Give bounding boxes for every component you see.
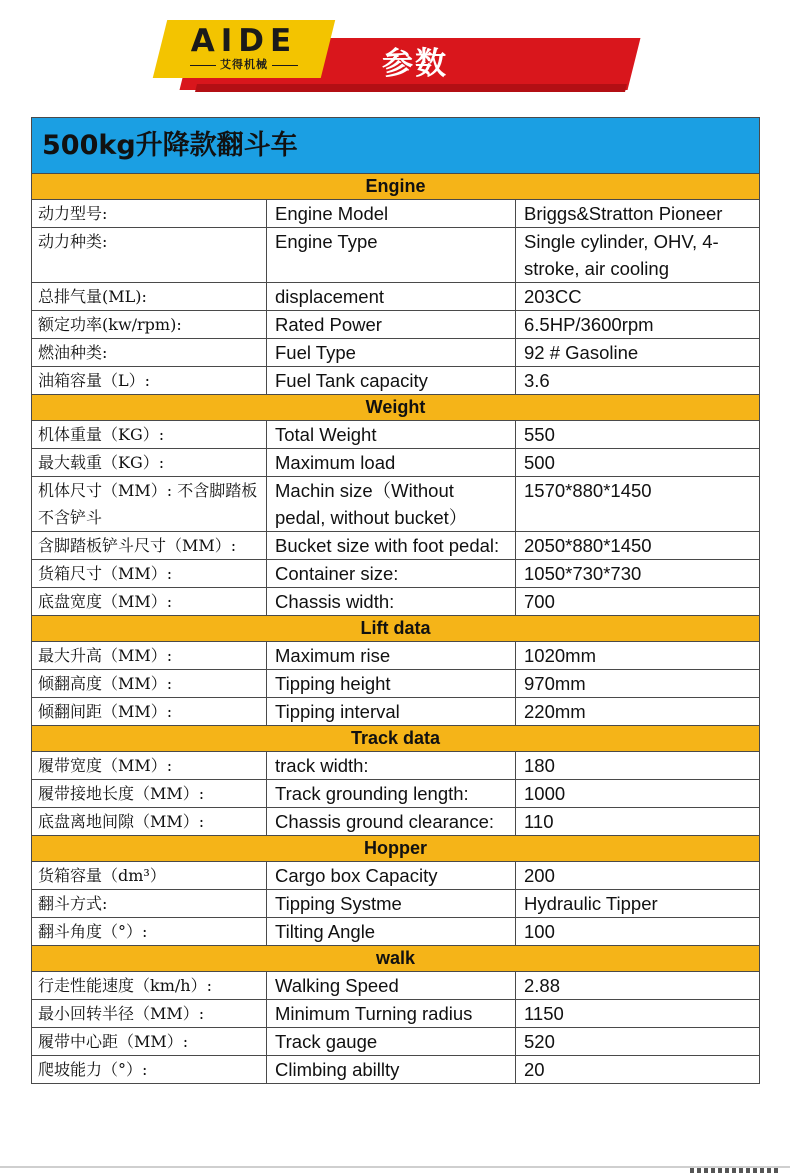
section-header: Hopper	[32, 836, 760, 862]
spec-label-cn: 最大载重（KG）:	[32, 449, 267, 477]
spec-label-cn: 动力种类:	[32, 228, 267, 283]
spec-label-en: Fuel Type	[267, 339, 516, 367]
table-title: 500kg升降款翻斗车	[32, 118, 760, 174]
section-header: Lift data	[32, 616, 760, 642]
spec-label-en: track width:	[267, 752, 516, 780]
section-header: Track data	[32, 726, 760, 752]
spec-value: 520	[516, 1028, 760, 1056]
spec-value: 970mm	[516, 670, 760, 698]
spec-label-cn: 动力型号:	[32, 200, 267, 228]
spec-value: 1000	[516, 780, 760, 808]
table-row	[32, 752, 760, 780]
table-row	[32, 808, 760, 836]
spec-label-cn: 倾翻高度（MM）:	[32, 670, 267, 698]
spec-label-en: Tilting Angle	[267, 918, 516, 946]
spec-label-cn: 倾翻间距（MM）:	[32, 698, 267, 726]
spec-label-en: Chassis ground clearance:	[267, 808, 516, 836]
table-row	[32, 532, 760, 560]
table-row	[32, 588, 760, 616]
spec-label-cn: 机体尺寸（MM）: 不含脚踏板不含铲斗	[32, 477, 267, 532]
footer-divider	[0, 1166, 790, 1168]
spec-label-en: Chassis width:	[267, 588, 516, 616]
spec-value: 6.5HP/3600rpm	[516, 311, 760, 339]
spec-value: 220mm	[516, 698, 760, 726]
spec-value: 3.6	[516, 367, 760, 395]
page-header	[0, 0, 790, 100]
header-title: 参数	[382, 46, 448, 82]
section-header-row	[32, 946, 760, 972]
spec-label-en: Total Weight	[267, 421, 516, 449]
table-row	[32, 421, 760, 449]
section-header-row	[32, 836, 760, 862]
table-row	[32, 972, 760, 1000]
table-row	[32, 449, 760, 477]
spec-value: 1570*880*1450	[516, 477, 760, 532]
spec-label-en: Rated Power	[267, 311, 516, 339]
spec-table	[31, 117, 760, 1084]
table-row	[32, 367, 760, 395]
spec-label-cn: 行走性能速度（km/h）:	[32, 972, 267, 1000]
table-row	[32, 698, 760, 726]
logo-subtitle-line	[166, 58, 322, 72]
spec-label-cn: 总排气量(ML):	[32, 283, 267, 311]
table-row	[32, 200, 760, 228]
brand-logo	[166, 22, 322, 76]
spec-label-cn: 含脚踏板铲斗尺寸（MM）:	[32, 532, 267, 560]
spec-label-cn: 货箱尺寸（MM）:	[32, 560, 267, 588]
section-header-row	[32, 616, 760, 642]
spec-label-cn: 爬坡能力（°）:	[32, 1056, 267, 1084]
table-row	[32, 560, 760, 588]
spec-label-cn: 底盘离地间隙（MM）:	[32, 808, 267, 836]
spec-label-en: Bucket size with foot pedal:	[267, 532, 516, 560]
spec-value: 100	[516, 918, 760, 946]
spec-label-en: Maximum rise	[267, 642, 516, 670]
spec-label-cn: 翻斗角度（°）:	[32, 918, 267, 946]
spec-value: 92 # Gasoline	[516, 339, 760, 367]
spec-value: 203CC	[516, 283, 760, 311]
spec-label-en: Track gauge	[267, 1028, 516, 1056]
footer-mark	[690, 1168, 780, 1173]
spec-label-en: Minimum Turning radius	[267, 1000, 516, 1028]
spec-label-en: Track grounding length:	[267, 780, 516, 808]
spec-value: Single cylinder, OHV, 4-stroke, air cooling	[516, 228, 760, 283]
spec-value: 550	[516, 421, 760, 449]
spec-label-cn: 履带宽度（MM）:	[32, 752, 267, 780]
spec-value: 700	[516, 588, 760, 616]
table-row	[32, 339, 760, 367]
spec-label-cn: 最小回转半径（MM）:	[32, 1000, 267, 1028]
spec-label-en: Tipping interval	[267, 698, 516, 726]
spec-value: 500	[516, 449, 760, 477]
spec-label-en: Fuel Tank capacity	[267, 367, 516, 395]
spec-label-en: Climbing abillty	[267, 1056, 516, 1084]
section-header: walk	[32, 946, 760, 972]
spec-label-en: Container size:	[267, 560, 516, 588]
table-row	[32, 890, 760, 918]
section-header-row	[32, 726, 760, 752]
section-header: Weight	[32, 395, 760, 421]
spec-value: 2050*880*1450	[516, 532, 760, 560]
table-row	[32, 918, 760, 946]
table-row	[32, 642, 760, 670]
spec-label-en: Maximum load	[267, 449, 516, 477]
logo-dash-right	[272, 65, 298, 66]
table-row	[32, 228, 760, 283]
spec-label-en: Tipping Systme	[267, 890, 516, 918]
spec-label-en: Cargo box Capacity	[267, 862, 516, 890]
spec-label-cn: 底盘宽度（MM）:	[32, 588, 267, 616]
table-row	[32, 477, 760, 532]
spec-label-cn: 机体重量（KG）:	[32, 421, 267, 449]
spec-value: 200	[516, 862, 760, 890]
spec-label-en: Engine Type	[267, 228, 516, 283]
section-header-row	[32, 395, 760, 421]
spec-value: Hydraulic Tipper	[516, 890, 760, 918]
spec-label-cn: 燃油种类:	[32, 339, 267, 367]
table-row	[32, 311, 760, 339]
spec-label-en: Engine Model	[267, 200, 516, 228]
table-row	[32, 670, 760, 698]
spec-value: 2.88	[516, 972, 760, 1000]
spec-label-cn: 额定功率(kw/rpm):	[32, 311, 267, 339]
spec-label-en: Walking Speed	[267, 972, 516, 1000]
table-row	[32, 1000, 760, 1028]
section-header-row	[32, 174, 760, 200]
table-row	[32, 780, 760, 808]
spec-value: 1050*730*730	[516, 560, 760, 588]
logo-dash-left	[190, 65, 216, 66]
spec-label-en: Tipping height	[267, 670, 516, 698]
spec-value: 1150	[516, 1000, 760, 1028]
spec-label-cn: 油箱容量（L）:	[32, 367, 267, 395]
logo-subtitle: 艾得机械	[220, 58, 268, 71]
spec-label-cn: 货箱容量（dm³）	[32, 862, 267, 890]
spec-label-cn: 最大升高（MM）:	[32, 642, 267, 670]
section-header: Engine	[32, 174, 760, 200]
table-row	[32, 1028, 760, 1056]
spec-label-en: displacement	[267, 283, 516, 311]
spec-value: 110	[516, 808, 760, 836]
spec-label-en: Machin size（Without pedal, without bucket）	[267, 477, 516, 532]
table-row	[32, 1056, 760, 1084]
spec-value: 20	[516, 1056, 760, 1084]
logo-wordmark: AIDE	[190, 23, 298, 59]
spec-label-cn: 履带中心距（MM）:	[32, 1028, 267, 1056]
table-row	[32, 862, 760, 890]
spec-label-cn: 履带接地长度（MM）:	[32, 780, 267, 808]
table-row	[32, 283, 760, 311]
spec-value: 180	[516, 752, 760, 780]
spec-value: 1020mm	[516, 642, 760, 670]
spec-label-cn: 翻斗方式:	[32, 890, 267, 918]
table-title-row	[32, 118, 760, 174]
spec-value: Briggs&Stratton Pioneer	[516, 200, 760, 228]
